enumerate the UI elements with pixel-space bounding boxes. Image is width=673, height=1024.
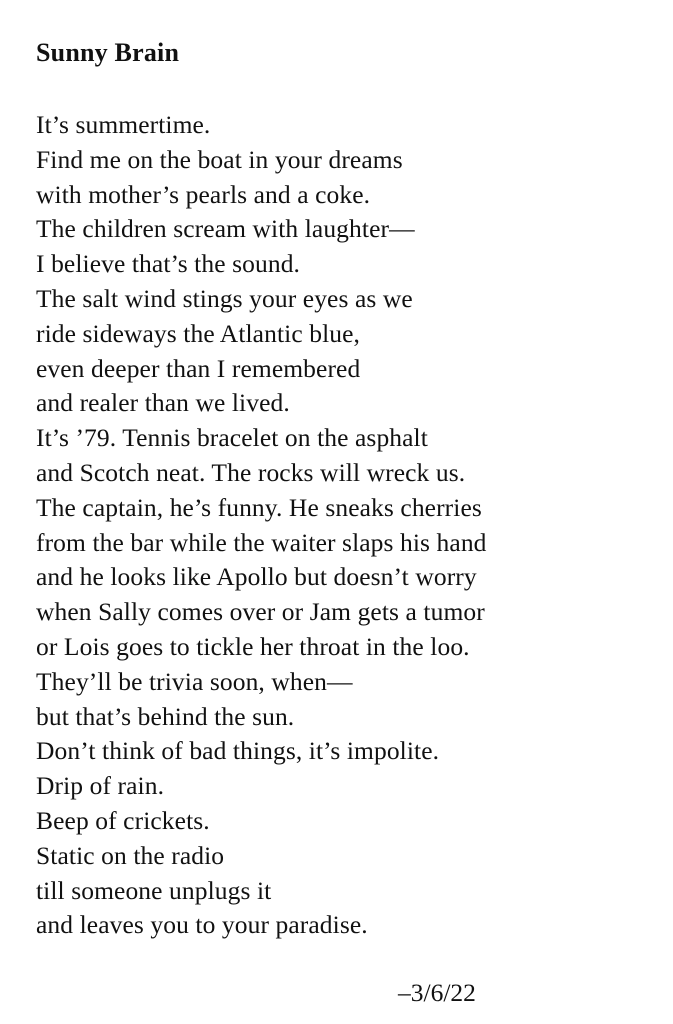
poem-line: They’ll be trivia soon, when— (36, 666, 353, 696)
poem-line: Don’t think of bad things, it’s impolite. (36, 736, 440, 766)
poem-line: The children scream with laughter— (36, 214, 415, 244)
poem-line: Drip of rain. (36, 771, 165, 801)
poem-line: The captain, he’s funny. He sneaks cherries (36, 492, 482, 522)
poem-date: –3/6/22 (398, 978, 476, 1007)
poem-line: and he looks like Apollo but doesn’t worry (36, 562, 477, 592)
poem-body (36, 108, 487, 943)
poem-line: with mother’s pearls and a coke. (36, 179, 371, 209)
poem-line: when Sally comes over or Jam gets a tumor (36, 597, 485, 627)
poem-line: and realer than we lived. (36, 388, 290, 418)
poem-line: The salt wind stings your eyes as we (36, 283, 413, 313)
poem-line: from the bar while the waiter slaps his hand (36, 527, 487, 557)
poem-line: ride sideways the Atlantic blue, (36, 318, 360, 348)
poem-line: Find me on the boat in your dreams (36, 144, 403, 174)
poem-line: but that’s behind the sun. (36, 701, 295, 731)
poem-line: even deeper than I remembered (36, 353, 361, 383)
poem-line: or Lois goes to tickle her throat in the loo. (36, 631, 470, 661)
poem-line: and leaves you to your paradise. (36, 910, 368, 940)
poem-line: It’s summertime. (36, 110, 211, 139)
poem-line: till someone unplugs it (36, 875, 272, 905)
poem-line: It’s ’79. Tennis bracelet on the asphalt (36, 423, 428, 453)
poem-title: Sunny Brain (36, 38, 180, 67)
poem-line: and Scotch neat. The rocks will wreck us. (36, 457, 466, 487)
poem-line: Static on the radio (36, 840, 225, 870)
poem-line: Beep of crickets. (36, 805, 210, 835)
poem-line: I believe that’s the sound. (36, 249, 301, 279)
